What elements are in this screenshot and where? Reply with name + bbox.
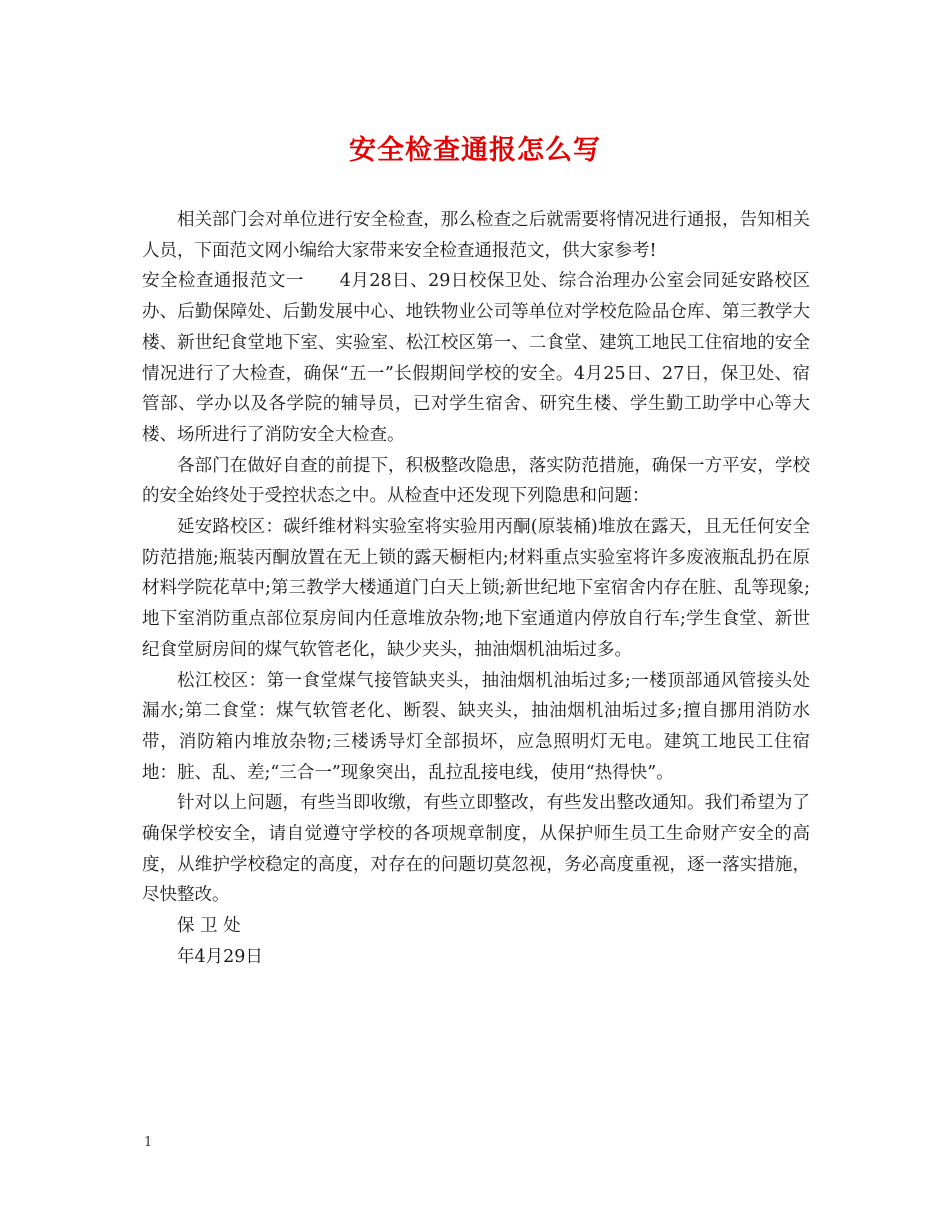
paragraph-findings-intro: 各部门在做好自查的前提下，积极整改隐患，落实防范措施，确保一方平安，学校的安全始终处于受控状态之中。从检查中还发现下列隐患和问题： <box>142 455 810 507</box>
paragraph-conclusion: 针对以上问题，有些当即收缴，有些立即整改，有些发出整改通知。我们希望为了确保学校安全，请自觉遵守学校的各项规章制度，从保护师生员工生命财产安全的高度，从维护学校稳定的高度，对存在的问题切莫忽视，务必高度重视，逐一落实措施，尽快整改。 <box>142 793 810 906</box>
paragraph-sample-one: 安全检查通报范文一 4月28日、29日校保卫处、综合治理办公室会同延安路校区办、后勤保障处、后勤发展中心、地铁物业公司等单位对学校危险品仓库、第三教学大楼、新世纪食堂地下室、实验室、松江校区第一、二食堂、建筑工地民工住宿地的安全情况进行了大检查，确保“五一”长假期间学校的安全。4月25日、27日，保卫处、宿管部、学办以及各学院的辅导员，已对学生宿舍、研究生楼、学生勤工助学中心等大楼、场所进行了消防安全大检查。 <box>142 271 810 445</box>
page-number: 1 <box>144 1135 153 1150</box>
document-title: 安全检查通报怎么写 <box>349 135 601 166</box>
signature-date: 年4月29日 <box>177 946 263 967</box>
signature: 保 卫 处 <box>177 916 241 937</box>
paragraph-songjiang-campus: 松江校区：第一食堂煤气接管缺夹头，抽油烟机油垢过多;一楼顶部通风管接头处漏水;第二食堂：煤气软管老化、断裂、缺夹头，抽油烟机油垢过多;擅自挪用消防水带，消防箱内堆放杂物;三楼诱导灯全部损坏，应急照明灯无电。建筑工地民工住宿地：脏、乱、差;“三合一”现象突出，乱拉乱接电线，使用“热得快”。 <box>142 670 810 783</box>
paragraph-intro: 相关部门会对单位进行安全检查，那么检查之后就需要将情况进行通报，告知相关人员，下面范文网小编给大家带来安全检查通报范文，供大家参考! <box>142 210 810 261</box>
paragraph-yananlu-campus: 延安路校区：碳纤维材料实验室将实验用丙酮(原装桶)堆放在露天，且无任何安全防范措施;瓶装丙酮放置在无上锁的露天橱柜内;材料重点实验室将许多废液瓶乱扔在原材料学院花草中;第三教学大楼通道门白天上锁;新世纪地下室宿舍内存在脏、乱等现象;地下室消防重点部位泵房间内任意堆放杂物;地下室通道内停放自行车;学生食堂、新世纪食堂厨房间的煤气软管老化，缺少夹头，抽油烟机油垢过多。 <box>142 517 810 660</box>
document-body <box>142 205 810 973</box>
